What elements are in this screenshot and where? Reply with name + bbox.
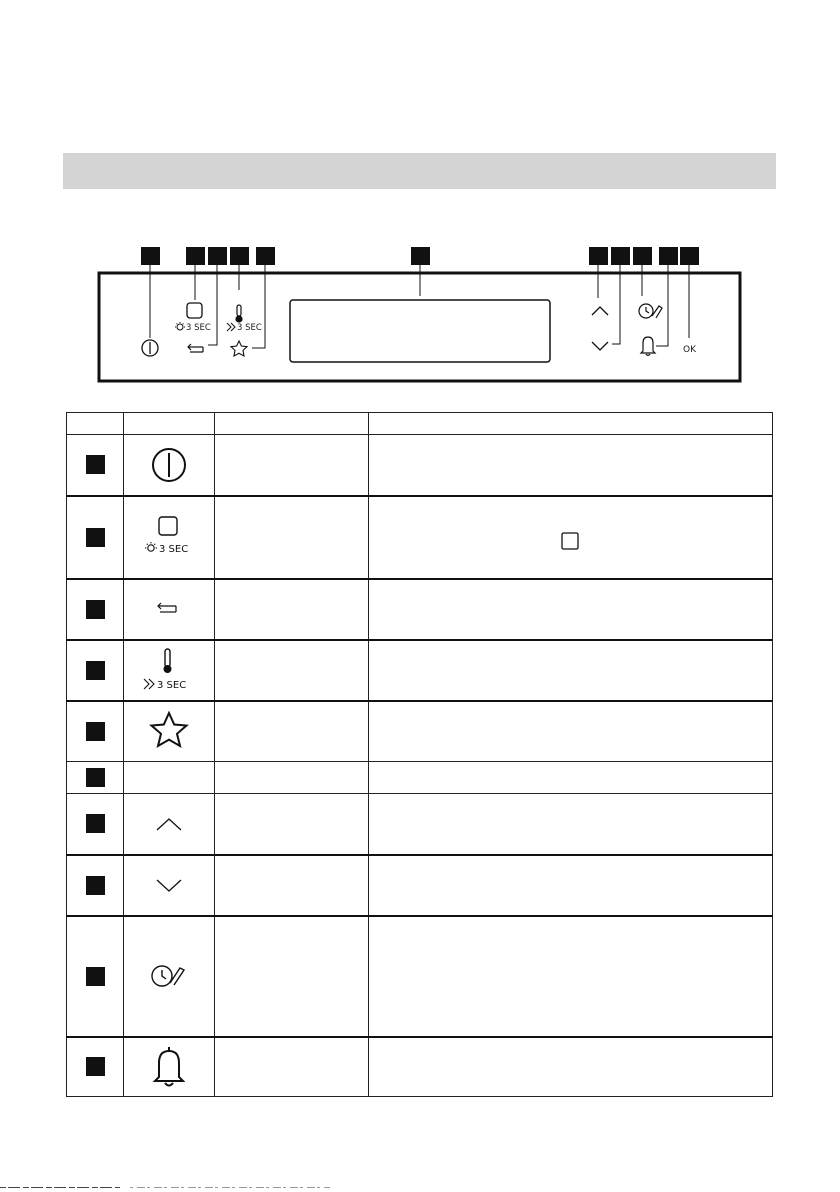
bell-icon: [149, 1045, 189, 1089]
row-description: [369, 916, 773, 1037]
callout-10: [659, 247, 678, 265]
star-icon: [231, 341, 247, 356]
star-icon: [148, 711, 190, 751]
header-number: [67, 413, 124, 435]
row-icon: [124, 496, 215, 579]
section-header-band: [63, 153, 776, 189]
row-function: [215, 579, 369, 640]
table-header-row: [67, 413, 773, 435]
back-arrow-icon: [188, 344, 203, 352]
header-function: [215, 413, 369, 435]
callout-11: [680, 247, 699, 265]
bulb-icon: [145, 542, 157, 551]
row-function: [215, 855, 369, 916]
fast-forward-icon: [227, 323, 235, 331]
table-row: [67, 640, 773, 701]
down-arrow-icon: [154, 877, 184, 893]
fast-forward-icon: [144, 679, 154, 689]
power-icon: [149, 445, 189, 485]
up-arrow-icon: [592, 307, 608, 315]
row-description: [369, 640, 773, 701]
bulb-icon: [175, 322, 185, 330]
row-icon: [124, 701, 215, 762]
row-number: [67, 640, 124, 701]
power-icon: [142, 340, 158, 356]
callout-7: [589, 247, 608, 265]
ok-label: OK: [683, 345, 696, 355]
row-icon: [124, 794, 215, 855]
row-icon: [124, 855, 215, 916]
callout-6: [411, 247, 430, 265]
row-number: [67, 762, 124, 794]
footer-artifact: [0, 1186, 330, 1189]
control-panel-diagram: [0, 230, 840, 400]
row-description: [369, 1037, 773, 1097]
callout-9: [633, 247, 652, 265]
row-function: [215, 916, 369, 1037]
table-row: [67, 762, 773, 794]
svg-text:3 SEC: 3 SEC: [157, 680, 187, 691]
row-function: [215, 762, 369, 794]
row-number: [67, 855, 124, 916]
row-function: [215, 701, 369, 762]
timer-icon: [639, 304, 662, 318]
panel-sec-label-1: 3 SEC: [186, 323, 211, 333]
table-row: [67, 916, 773, 1037]
row-icon: [124, 1037, 215, 1097]
table-row: [67, 1037, 773, 1097]
table-row: [67, 496, 773, 579]
row-description: [369, 855, 773, 916]
thermometer-icon: [236, 305, 242, 322]
timer-icon: [149, 961, 189, 991]
light-key-icon: [187, 303, 202, 318]
header-description: [369, 413, 773, 435]
table-row: [67, 794, 773, 855]
up-arrow-icon: [154, 816, 184, 832]
row-icon: [124, 435, 215, 496]
row-icon: [124, 762, 215, 794]
light-key-icon: [139, 515, 199, 559]
row-icon: [124, 916, 215, 1037]
row-function: [215, 496, 369, 579]
row-number: [67, 496, 124, 579]
header-key: [124, 413, 215, 435]
inline-key-square-icon: [377, 517, 587, 557]
callout-1: [141, 247, 160, 265]
controls-table: [66, 412, 773, 1097]
row-description: [369, 579, 773, 640]
row-icon: [124, 640, 215, 701]
table-row: [67, 701, 773, 762]
row-function: [215, 794, 369, 855]
row-number: [67, 701, 124, 762]
bell-icon: [641, 337, 655, 356]
row-number: [67, 916, 124, 1037]
row-description: [369, 794, 773, 855]
callout-2: [186, 247, 205, 265]
row-function: [215, 1037, 369, 1097]
row-number: [67, 579, 124, 640]
row-description: [369, 701, 773, 762]
row-description: [369, 496, 773, 579]
table-row: [67, 435, 773, 496]
panel-sec-label-2: 3 SEC: [237, 323, 262, 333]
callout-3: [208, 247, 227, 265]
row-number: [67, 1037, 124, 1097]
callout-5: [256, 247, 275, 265]
svg-text:3 SEC: 3 SEC: [159, 544, 189, 555]
row-description: [369, 762, 773, 794]
table-row: [67, 855, 773, 916]
down-arrow-icon: [592, 342, 608, 350]
row-function: [215, 435, 369, 496]
thermometer-icon: [139, 647, 199, 693]
panel-display: [290, 300, 550, 362]
row-icon: [124, 579, 215, 640]
callout-8: [611, 247, 630, 265]
callout-4: [230, 247, 249, 265]
row-function: [215, 640, 369, 701]
table-row: [67, 579, 773, 640]
row-number: [67, 794, 124, 855]
row-number: [67, 435, 124, 496]
row-description: [369, 435, 773, 496]
back-arrow-icon: [154, 601, 184, 617]
